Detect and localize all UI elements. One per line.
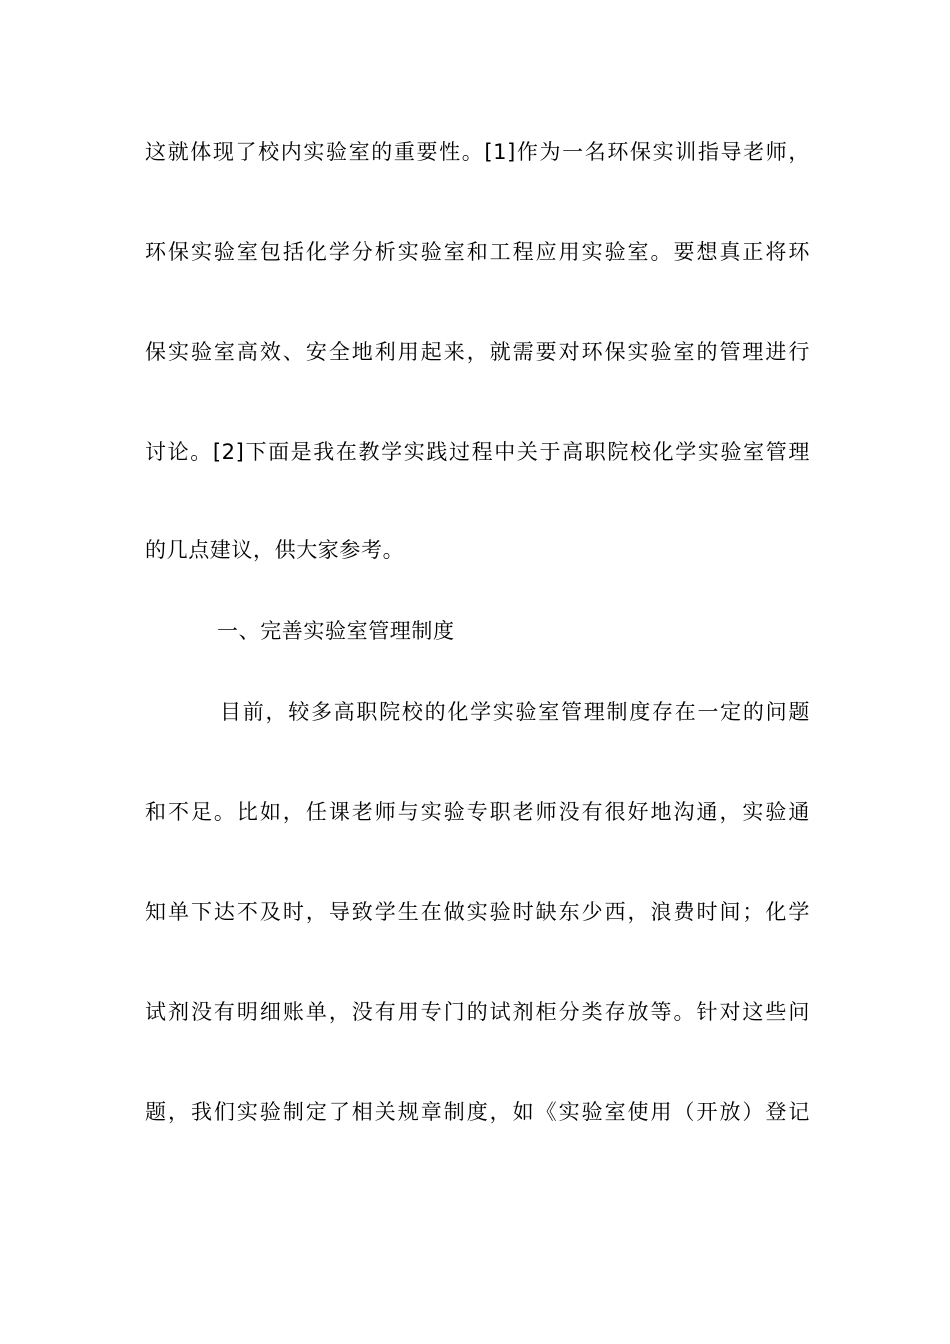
paragraph-line: 目前，较多高职院校的化学实验室管理制度存在一定的问题	[220, 700, 810, 724]
text-line: 的几点建议，供大家参考。	[145, 538, 405, 562]
text-line: 保实验室高效、安全地利用起来，就需要对环保实验室的管理进行	[145, 340, 810, 364]
section-heading: 一、完善实验室管理制度	[217, 619, 455, 643]
paragraph-line: 试剂没有明细账单，没有用专门的试剂柜分类存放等。针对这些问	[145, 1000, 810, 1024]
text-line: 这就体现了校内实验室的重要性。[1]作为一名环保实训指导老师，	[145, 140, 810, 164]
paragraph-line: 知单下达不及时，导致学生在做实验时缺东少西，浪费时间；化学	[145, 900, 810, 924]
text-line: 环保实验室包括化学分析实验室和工程应用实验室。要想真正将环	[145, 240, 810, 264]
paragraph-line: 和不足。比如，任课老师与实验专职老师没有很好地沟通，实验通	[145, 800, 810, 824]
text-line: 讨论。[2]下面是我在教学实践过程中关于高职院校化学实验室管理	[145, 440, 810, 464]
paragraph-line: 题，我们实验制定了相关规章制度，如《实验室使用（开放）登记	[145, 1100, 810, 1124]
